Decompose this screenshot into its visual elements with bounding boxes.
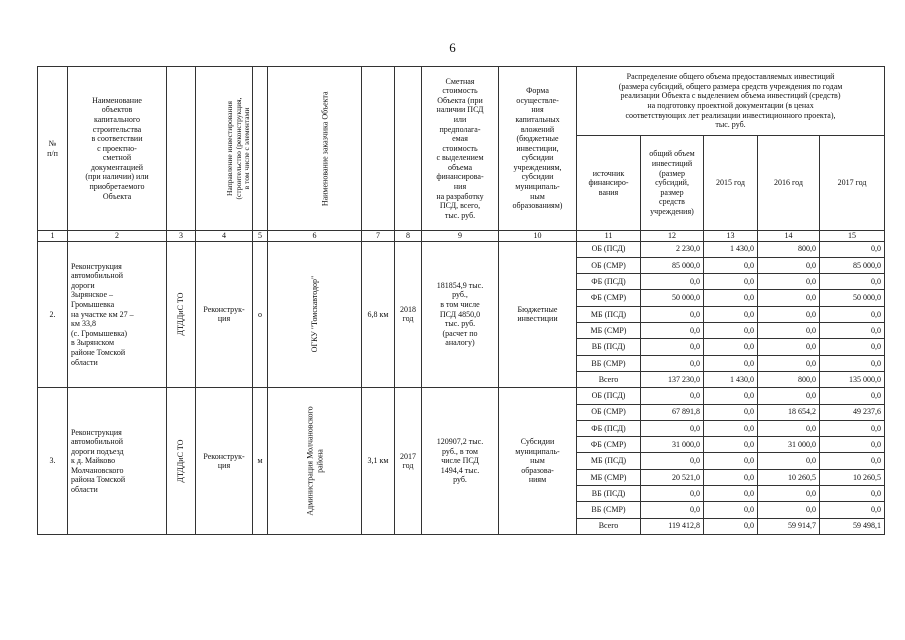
total-amount: 0,0	[641, 355, 704, 371]
total-amount: 31 000,0	[641, 437, 704, 453]
amount-2015: 0,0	[704, 355, 758, 371]
amount-2015: 0,0	[704, 306, 758, 322]
amount-2017: 0,0	[820, 306, 885, 322]
object-grbs-text: ДТДДиС ТО	[176, 439, 186, 483]
object-customer-text: ОГКУ "Томскавтодор"	[309, 276, 319, 353]
amount-2015: 0,0	[704, 453, 758, 469]
object-customer-text: Администрация Молчановского района	[304, 406, 324, 516]
col-number: 8	[395, 231, 422, 242]
funding-source: Всего	[577, 371, 641, 387]
total-amount: 20 521,0	[641, 469, 704, 485]
amount-2016: 0,0	[758, 502, 820, 518]
col-number: 12	[641, 231, 704, 242]
amount-2017: 10 260,5	[820, 469, 885, 485]
amount-2015: 0,0	[704, 437, 758, 453]
amount-2016: 31 000,0	[758, 437, 820, 453]
amount-2016: 0,0	[758, 257, 820, 273]
funding-source: ОБ (ПСД)	[577, 388, 641, 404]
amount-2015: 0,0	[704, 290, 758, 306]
amount-2016: 0,0	[758, 453, 820, 469]
col-number: 14	[758, 231, 820, 242]
object-number: 2.	[38, 241, 68, 388]
object-name: Реконструкция автомобильной дороги Зырянское – Громышевка на участке км 27 – км 33,8 (с. Громышевка) в Зырянском районе Томской области	[68, 241, 167, 388]
col-number: 15	[820, 231, 885, 242]
funding-source: ФБ (СМР)	[577, 437, 641, 453]
amount-2017: 0,0	[820, 437, 885, 453]
header-direction: Направление инвестирования (строительство (реконструкция, в том числе с элементами	[196, 67, 253, 231]
object-term: 2017 год	[395, 388, 422, 535]
amount-2016: 0,0	[758, 323, 820, 339]
total-amount: 50 000,0	[641, 290, 704, 306]
funding-source: МБ (ПСД)	[577, 306, 641, 322]
amount-2016: 0,0	[758, 420, 820, 436]
amount-2015: 0,0	[704, 469, 758, 485]
amount-2017: 0,0	[820, 241, 885, 257]
amount-2015: 0,0	[704, 388, 758, 404]
total-amount: 0,0	[641, 339, 704, 355]
amount-2016: 10 260,5	[758, 469, 820, 485]
funding-source: Всего	[577, 518, 641, 534]
amount-2015: 0,0	[704, 486, 758, 502]
header-customer: Наименование заказчика Объекта	[268, 67, 362, 231]
amount-2017: 0,0	[820, 339, 885, 355]
amount-2017: 0,0	[820, 502, 885, 518]
amount-2017: 49 237,6	[820, 404, 885, 420]
amount-2017: 0,0	[820, 388, 885, 404]
col-number: 11	[577, 231, 641, 242]
header-row-1	[38, 67, 885, 136]
header-2016: 2016 год	[758, 136, 820, 231]
total-amount: 137 230,0	[641, 371, 704, 387]
amount-2016: 0,0	[758, 355, 820, 371]
total-amount: 2 230,0	[641, 241, 704, 257]
amount-2015: 0,0	[704, 257, 758, 273]
total-amount: 85 000,0	[641, 257, 704, 273]
funding-source: МБ (ПСД)	[577, 453, 641, 469]
total-amount: 67 891,8	[641, 404, 704, 420]
funding-source: ОБ (СМР)	[577, 257, 641, 273]
amount-2017: 0,0	[820, 355, 885, 371]
col-number: 6	[268, 231, 362, 242]
amount-2016: 800,0	[758, 241, 820, 257]
table-row	[38, 241, 885, 257]
amount-2016: 0,0	[758, 388, 820, 404]
amount-2016: 0,0	[758, 306, 820, 322]
total-amount: 0,0	[641, 388, 704, 404]
amount-2017: 50 000,0	[820, 290, 885, 306]
object-name: Реконструкция автомобильной дороги подъезд к д. Майково Молчановского района Томской области	[68, 388, 167, 535]
col-number: 3	[167, 231, 196, 242]
col-number: 2	[68, 231, 167, 242]
amount-2017: 135 000,0	[820, 371, 885, 387]
table-body	[38, 241, 885, 534]
amount-2015: 0,0	[704, 404, 758, 420]
funding-source: ФБ (ПСД)	[577, 420, 641, 436]
funding-source: ВБ (ПСД)	[577, 339, 641, 355]
amount-2016: 0,0	[758, 486, 820, 502]
amount-2015: 0,0	[704, 274, 758, 290]
object-grbs	[167, 241, 196, 388]
header-grbs	[167, 67, 196, 231]
object-grbs-text: ДТДДиС ТО	[176, 292, 186, 336]
investment-table	[37, 66, 885, 535]
amount-2017: 0,0	[820, 274, 885, 290]
header-2015: 2015 год	[704, 136, 758, 231]
total-amount: 0,0	[641, 306, 704, 322]
col-number: 7	[362, 231, 395, 242]
funding-source: ФБ (ПСД)	[577, 274, 641, 290]
amount-2015: 1 430,0	[704, 241, 758, 257]
column-numbers-row	[38, 231, 885, 242]
amount-2016: 800,0	[758, 371, 820, 387]
total-amount: 0,0	[641, 323, 704, 339]
object-form: Субсидии муниципаль- ным образова- ниям	[499, 388, 577, 535]
col-number: 1	[38, 231, 68, 242]
amount-2016: 0,0	[758, 339, 820, 355]
header-term	[395, 67, 422, 231]
header-ownership	[253, 67, 268, 231]
col-number: 9	[422, 231, 499, 242]
amount-2016: 59 914,7	[758, 518, 820, 534]
object-cost: 181854,9 тыс. руб., в том числе ПСД 4850,0 тыс. руб. (расчет по аналогу)	[422, 241, 499, 388]
amount-2016: 18 654,2	[758, 404, 820, 420]
total-amount: 0,0	[641, 502, 704, 518]
object-form: Бюджетные инвестиции	[499, 241, 577, 388]
object-grbs	[167, 388, 196, 535]
funding-source: ВБ (СМР)	[577, 355, 641, 371]
page-number: 6	[449, 40, 456, 55]
funding-source: ВБ (СМР)	[577, 502, 641, 518]
object-cost: 120907,2 тыс. руб., в том числе ПСД 1494,4 тыс. руб.	[422, 388, 499, 535]
amount-2015: 0,0	[704, 518, 758, 534]
header-object-name: Наименование объектов капитального строительства в соответствии с проектно- сметной документацией (при наличии) или приобретаемого Объекта	[68, 67, 167, 231]
total-amount: 0,0	[641, 274, 704, 290]
object-customer	[268, 241, 362, 388]
object-number: 3.	[38, 388, 68, 535]
funding-source: ОБ (СМР)	[577, 404, 641, 420]
object-ownership: о	[253, 241, 268, 388]
amount-2016: 0,0	[758, 274, 820, 290]
amount-2017: 0,0	[820, 486, 885, 502]
col-number: 4	[196, 231, 253, 242]
amount-2015: 0,0	[704, 323, 758, 339]
amount-2015: 1 430,0	[704, 371, 758, 387]
object-customer	[268, 388, 362, 535]
object-direction: Реконструк- ция	[196, 241, 253, 388]
header-number: № п/п	[38, 67, 68, 231]
object-ownership: м	[253, 388, 268, 535]
funding-source: ВБ (ПСД)	[577, 486, 641, 502]
object-capacity: 3,1 км	[362, 388, 395, 535]
amount-2015: 0,0	[704, 502, 758, 518]
col-number: 10	[499, 231, 577, 242]
header-2017: 2017 год	[820, 136, 885, 231]
amount-2017: 0,0	[820, 453, 885, 469]
funding-source: ОБ (ПСД)	[577, 241, 641, 257]
amount-2017: 0,0	[820, 420, 885, 436]
table-row	[38, 388, 885, 404]
header-form: Форма осуществле- ния капитальных вложений (бюджетные инвестиции, субсидии учреждениям, субсидии муниципаль- ным образованиям)	[499, 67, 577, 231]
col-number: 13	[704, 231, 758, 242]
total-amount: 119 412,8	[641, 518, 704, 534]
funding-source: ФБ (СМР)	[577, 290, 641, 306]
amount-2017: 0,0	[820, 323, 885, 339]
header-cost: Сметная стоимость Объекта (при наличии ПСД или предполага- емая стоимость с выделением объема финансирова- ния на разработку ПСД, всего, тыс. руб.	[422, 67, 499, 231]
header-capacity	[362, 67, 395, 231]
funding-source: МБ (СМР)	[577, 469, 641, 485]
amount-2015: 0,0	[704, 339, 758, 355]
amount-2017: 59 498,1	[820, 518, 885, 534]
total-amount: 0,0	[641, 486, 704, 502]
header-source: источник финансиро- вания	[577, 136, 641, 231]
funding-source: МБ (СМР)	[577, 323, 641, 339]
amount-2017: 85 000,0	[820, 257, 885, 273]
object-direction: Реконструк- ция	[196, 388, 253, 535]
total-amount: 0,0	[641, 420, 704, 436]
amount-2015: 0,0	[704, 420, 758, 436]
object-term: 2018 год	[395, 241, 422, 388]
header-distribution: Распределение общего объема предоставляемых инвестиций (размера субсидий, общего размера средств учреждения по годам реализации Объекта с выделением объема инвестиций (средств) на подготовку проектной документации (в ценах соответствующих лет реализации инвестиционного проекта), тыс. руб.	[577, 67, 885, 136]
header-total: общий объем инвестиций (размер субсидий, размер средств учреждения)	[641, 136, 704, 231]
object-capacity: 6,8 км	[362, 241, 395, 388]
amount-2016: 0,0	[758, 290, 820, 306]
col-number: 5	[253, 231, 268, 242]
total-amount: 0,0	[641, 453, 704, 469]
